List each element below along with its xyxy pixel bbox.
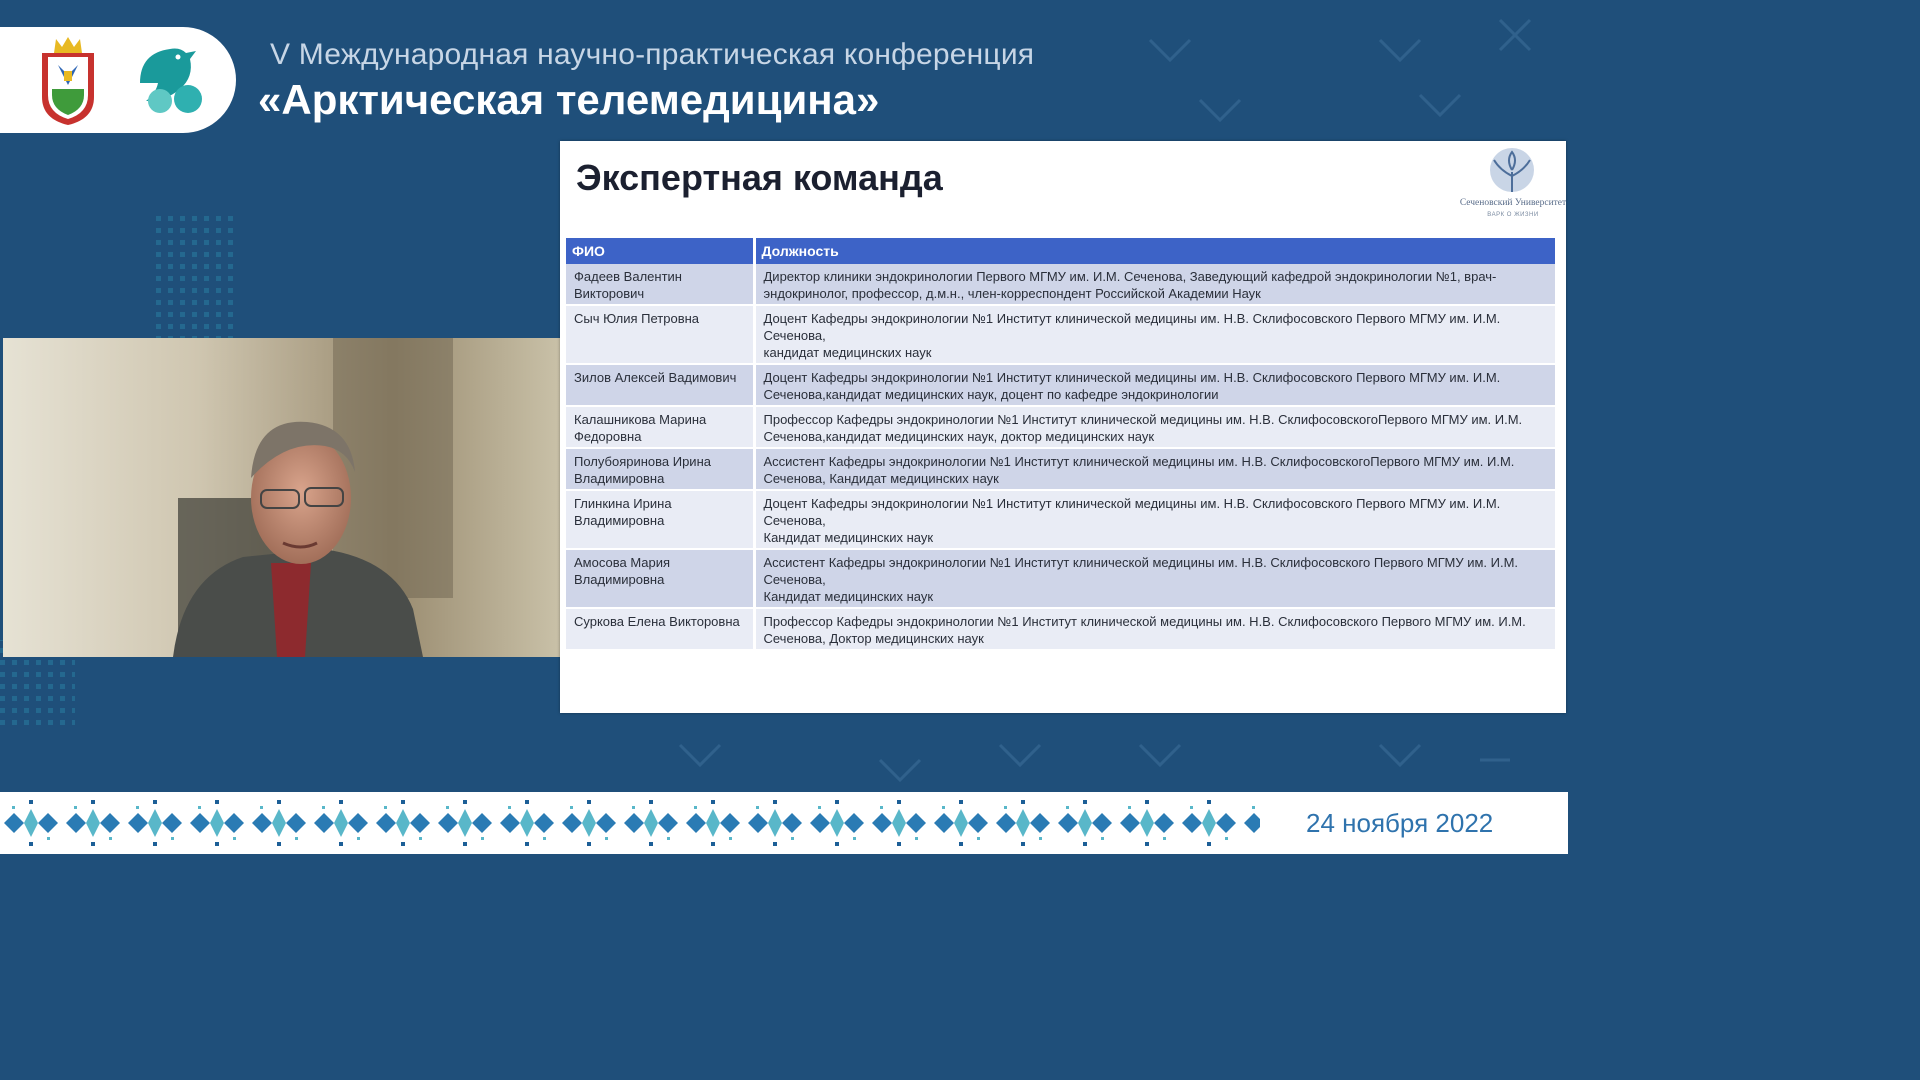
presentation-slide bbox=[560, 141, 1566, 713]
expert-name-cell: Глинкина Ирина Владимировна bbox=[566, 490, 754, 549]
conference-date: 24 ноября 2022 bbox=[1306, 808, 1494, 838]
conference-title: «Арктическая телемедицина» bbox=[258, 76, 880, 123]
expert-name-cell: Фадеев Валентин Викторович bbox=[566, 264, 754, 305]
table-row bbox=[566, 406, 1557, 448]
expert-position-cell: Доцент Кафедры эндокринологии №1 Институт клинической медицины им. Н.В. Склифосовского Первого МГМУ им. И.М. Сеченова, Кандидат медицинских наук bbox=[754, 490, 1557, 549]
expert-position-cell: Доцент Кафедры эндокринологии №1 Институт клинической медицины им. Н.В. Склифосовского Первого МГМУ им. И.М. Сеченова, кандидат медицинских наук bbox=[754, 305, 1557, 364]
table-row bbox=[566, 448, 1557, 490]
table-row bbox=[566, 264, 1557, 305]
expert-name-cell: Зилов Алексей Вадимович bbox=[566, 364, 754, 406]
footer-band bbox=[0, 792, 1568, 854]
table-row bbox=[566, 305, 1557, 364]
table-row bbox=[566, 549, 1557, 608]
sechenov-university-logo-icon bbox=[1458, 146, 1568, 198]
expert-position-cell: Доцент Кафедры эндокринологии №1 Институт клинической медицины им. Н.В. Склифосовского Первого МГМУ им. И.М. Сеченова,кандидат медицинских наук, доцент по кафедре эндокринологии bbox=[754, 364, 1557, 406]
slide-title: Экспертная команда bbox=[576, 157, 943, 198]
conference-subtitle: V Международная научно-практическая конференция bbox=[270, 38, 1035, 71]
column-header-name: ФИО bbox=[566, 238, 754, 264]
arctic-bird-logo-icon bbox=[130, 41, 210, 121]
column-header-position: Должность bbox=[754, 238, 1557, 264]
expert-position-cell: Профессор Кафедры эндокринологии №1 Институт клинической медицины им. Н.В. Склифосовского Первого МГМУ им. И.М. Сеченова, Доктор медицинских наук bbox=[754, 608, 1557, 650]
expert-position-cell: Профессор Кафедры эндокринологии №1 Институт клинической медицины им. Н.В. СклифосовскогоПервого МГМУ им. И.М. Сеченова,кандидат медицинских наук, доктор медицинских наук bbox=[754, 406, 1557, 448]
table-header-row bbox=[566, 238, 1557, 264]
expert-name-cell: Суркова Елена Викторовна bbox=[566, 608, 754, 650]
table-row bbox=[566, 608, 1557, 650]
table-row bbox=[566, 364, 1557, 406]
expert-name-cell: Калашникова Марина Федоровна bbox=[566, 406, 754, 448]
logo-panel bbox=[0, 27, 236, 133]
table-body bbox=[566, 264, 1557, 650]
sechenov-university-logo bbox=[1458, 146, 1568, 226]
ornament-border bbox=[0, 792, 1260, 854]
university-name: Сеченовский Университет bbox=[1459, 198, 1567, 208]
expert-name-cell: Амосова Мария Владимировна bbox=[566, 549, 754, 608]
university-tagline: ВАРК О ЖИЗНИ bbox=[1487, 212, 1539, 218]
speaker-video-tile[interactable] bbox=[3, 338, 560, 657]
expert-position-cell: Директор клиники эндокринологии Первого МГМУ им. И.М. Сеченова, Заведующий кафедрой эндокринологии №1, врач-эндокринолог, профессор, д.м.н., член-корреспондент Российской Академии Наук bbox=[754, 264, 1557, 305]
region-coat-of-arms-icon bbox=[36, 33, 100, 127]
expert-team-table bbox=[566, 238, 1558, 651]
expert-name-cell: Сыч Юлия Петровна bbox=[566, 305, 754, 364]
expert-name-cell: Полубояринова Ирина Владимировна bbox=[566, 448, 754, 490]
table-row bbox=[566, 490, 1557, 549]
expert-position-cell: Ассистент Кафедры эндокринологии №1 Институт клинической медицины им. Н.В. СклифосовскогоПервого МГМУ им. И.М. Сеченова, Кандидат медицинских наук bbox=[754, 448, 1557, 490]
expert-position-cell: Ассистент Кафедры эндокринологии №1 Институт клинической медицины им. Н.В. Склифосовского Первого МГМУ им. И.М. Сеченова, Кандидат медицинских наук bbox=[754, 549, 1557, 608]
